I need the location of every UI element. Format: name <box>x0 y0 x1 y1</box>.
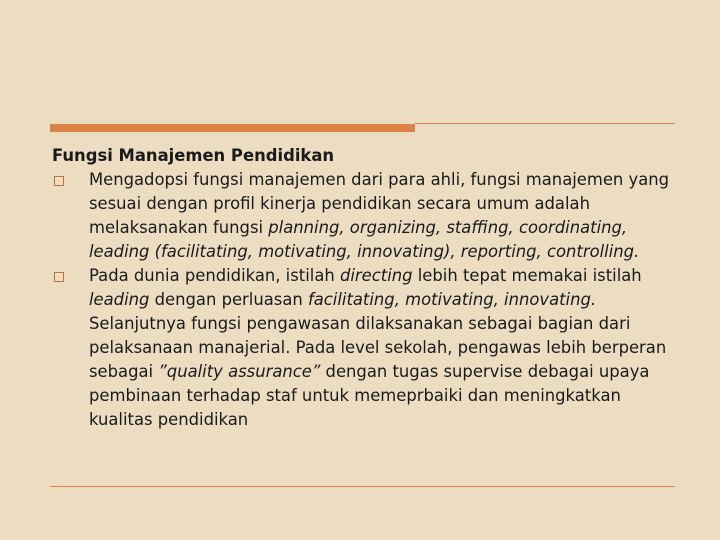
slide-content <box>52 144 682 432</box>
bullet-2-italic-4: ”quality assurance” <box>158 362 321 381</box>
bullet-2-italic-2: leading <box>89 290 150 309</box>
bottom-rule <box>50 486 675 487</box>
bullet-2-text-3: dengan perluasan <box>149 290 308 309</box>
bullet-item-2 <box>52 264 682 432</box>
bullet-2-text-1: Pada dunia pendidikan, istilah <box>89 266 340 285</box>
bullet-1-text: Mengadopsi fungsi manajemen dari para ahli, fungsi manajemen yang sesuai dengan profil kinerja pendidikan secara umum adalah melaksanakan fungsi <box>89 170 670 237</box>
bullet-2-italic-3: facilitating, motivating, innovating. <box>307 290 597 309</box>
hollow-square-icon <box>54 176 64 186</box>
top-thin-rule <box>415 123 675 124</box>
bullet-1-italic: planning, organizing, staffing, coordinating, leading (facilitating, motivating, innovating), reporting, controlling. <box>89 218 640 261</box>
bullet-2-text-5: dengan tugas supervise debagai upaya pembinaan terhadap staf untuk memeprbaiki dan meningkatkan kualitas pendidikan <box>89 362 650 429</box>
top-accent-rule <box>50 124 415 132</box>
bullet-item-1 <box>52 168 682 264</box>
bullet-2-italic-1: directing <box>339 266 413 285</box>
hollow-square-icon <box>54 272 64 282</box>
slide-heading: Fungsi Manajemen Pendidikan <box>52 146 335 165</box>
bullet-2-text-2: lebih tepat memakai istilah <box>412 266 642 285</box>
bullet-2-text-4: Selanjutnya fungsi pengawasan dilaksanakan sebagai bagian dari pelaksanaan manajerial. Pada level sekolah, pengawas lebih berperan sebagai <box>89 314 667 381</box>
